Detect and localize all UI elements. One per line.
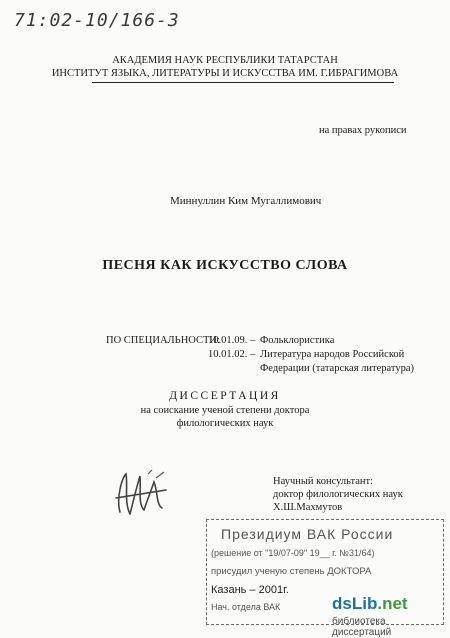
specialty-code-2: 10.01.02. – [208, 349, 256, 360]
dissertation-line-1: на соискание ученой степени доктора [140, 405, 310, 416]
stamp-awarded: присудил ученую степень ДОКТОРА [211, 566, 372, 577]
stamp-place-year: Казань – 2001г. [211, 584, 289, 596]
document-title: ПЕСНЯ КАК ИСКУССТВО СЛОВА [102, 258, 348, 273]
consultant-label: Научный консультант: [273, 476, 374, 487]
header-institute: ИНСТИТУТ ЯЗЫКА, ЛИТЕРАТУРЫ И ИСКУССТВА ИМ. Г.ИБРАГИМОВА [51, 68, 399, 79]
stamp-title: Президиум ВАК России [221, 526, 394, 542]
header-underline [92, 82, 394, 83]
specialty-desc-1: Фольклористика [260, 335, 335, 346]
specialty-code-1: 10.01.09. – [208, 335, 256, 346]
author-name: Миннуллин Ким Мугаллимович [170, 195, 322, 207]
specialty-desc-2a: Литература народов Российской [260, 349, 405, 360]
specialty-desc-2b: Федерации (татарская литература) [260, 363, 415, 374]
header-academy: АКАДЕМИЯ НАУК РЕСПУБЛИКИ ТАТАРСТАН [112, 55, 338, 66]
stamp-decision: (решение от "19/07-09" 19__ г. №31/64) [211, 548, 375, 558]
consultant-name: Х.Ш.Махмутов [273, 502, 343, 513]
dslib-subtitle: библиотека диссертаций [332, 616, 392, 638]
handwritten-code: 71:02-10/166-3 [14, 10, 180, 31]
manuscript-note: на правах рукописи [319, 125, 407, 136]
dissertation-heading: ДИССЕРТАЦИЯ [169, 390, 281, 402]
dissertation-line-2: филологических наук [176, 418, 274, 429]
specialty-label: ПО СПЕЦИАЛЬНОСТИ: [106, 335, 220, 346]
signature-scribble [108, 468, 178, 520]
stamp-department: Нач. отдела ВАК [211, 602, 281, 612]
dslib-logo: dsLib.net [332, 594, 408, 613]
consultant-degree: доктор филологических наук [273, 489, 403, 500]
dslib-watermark [332, 592, 444, 638]
